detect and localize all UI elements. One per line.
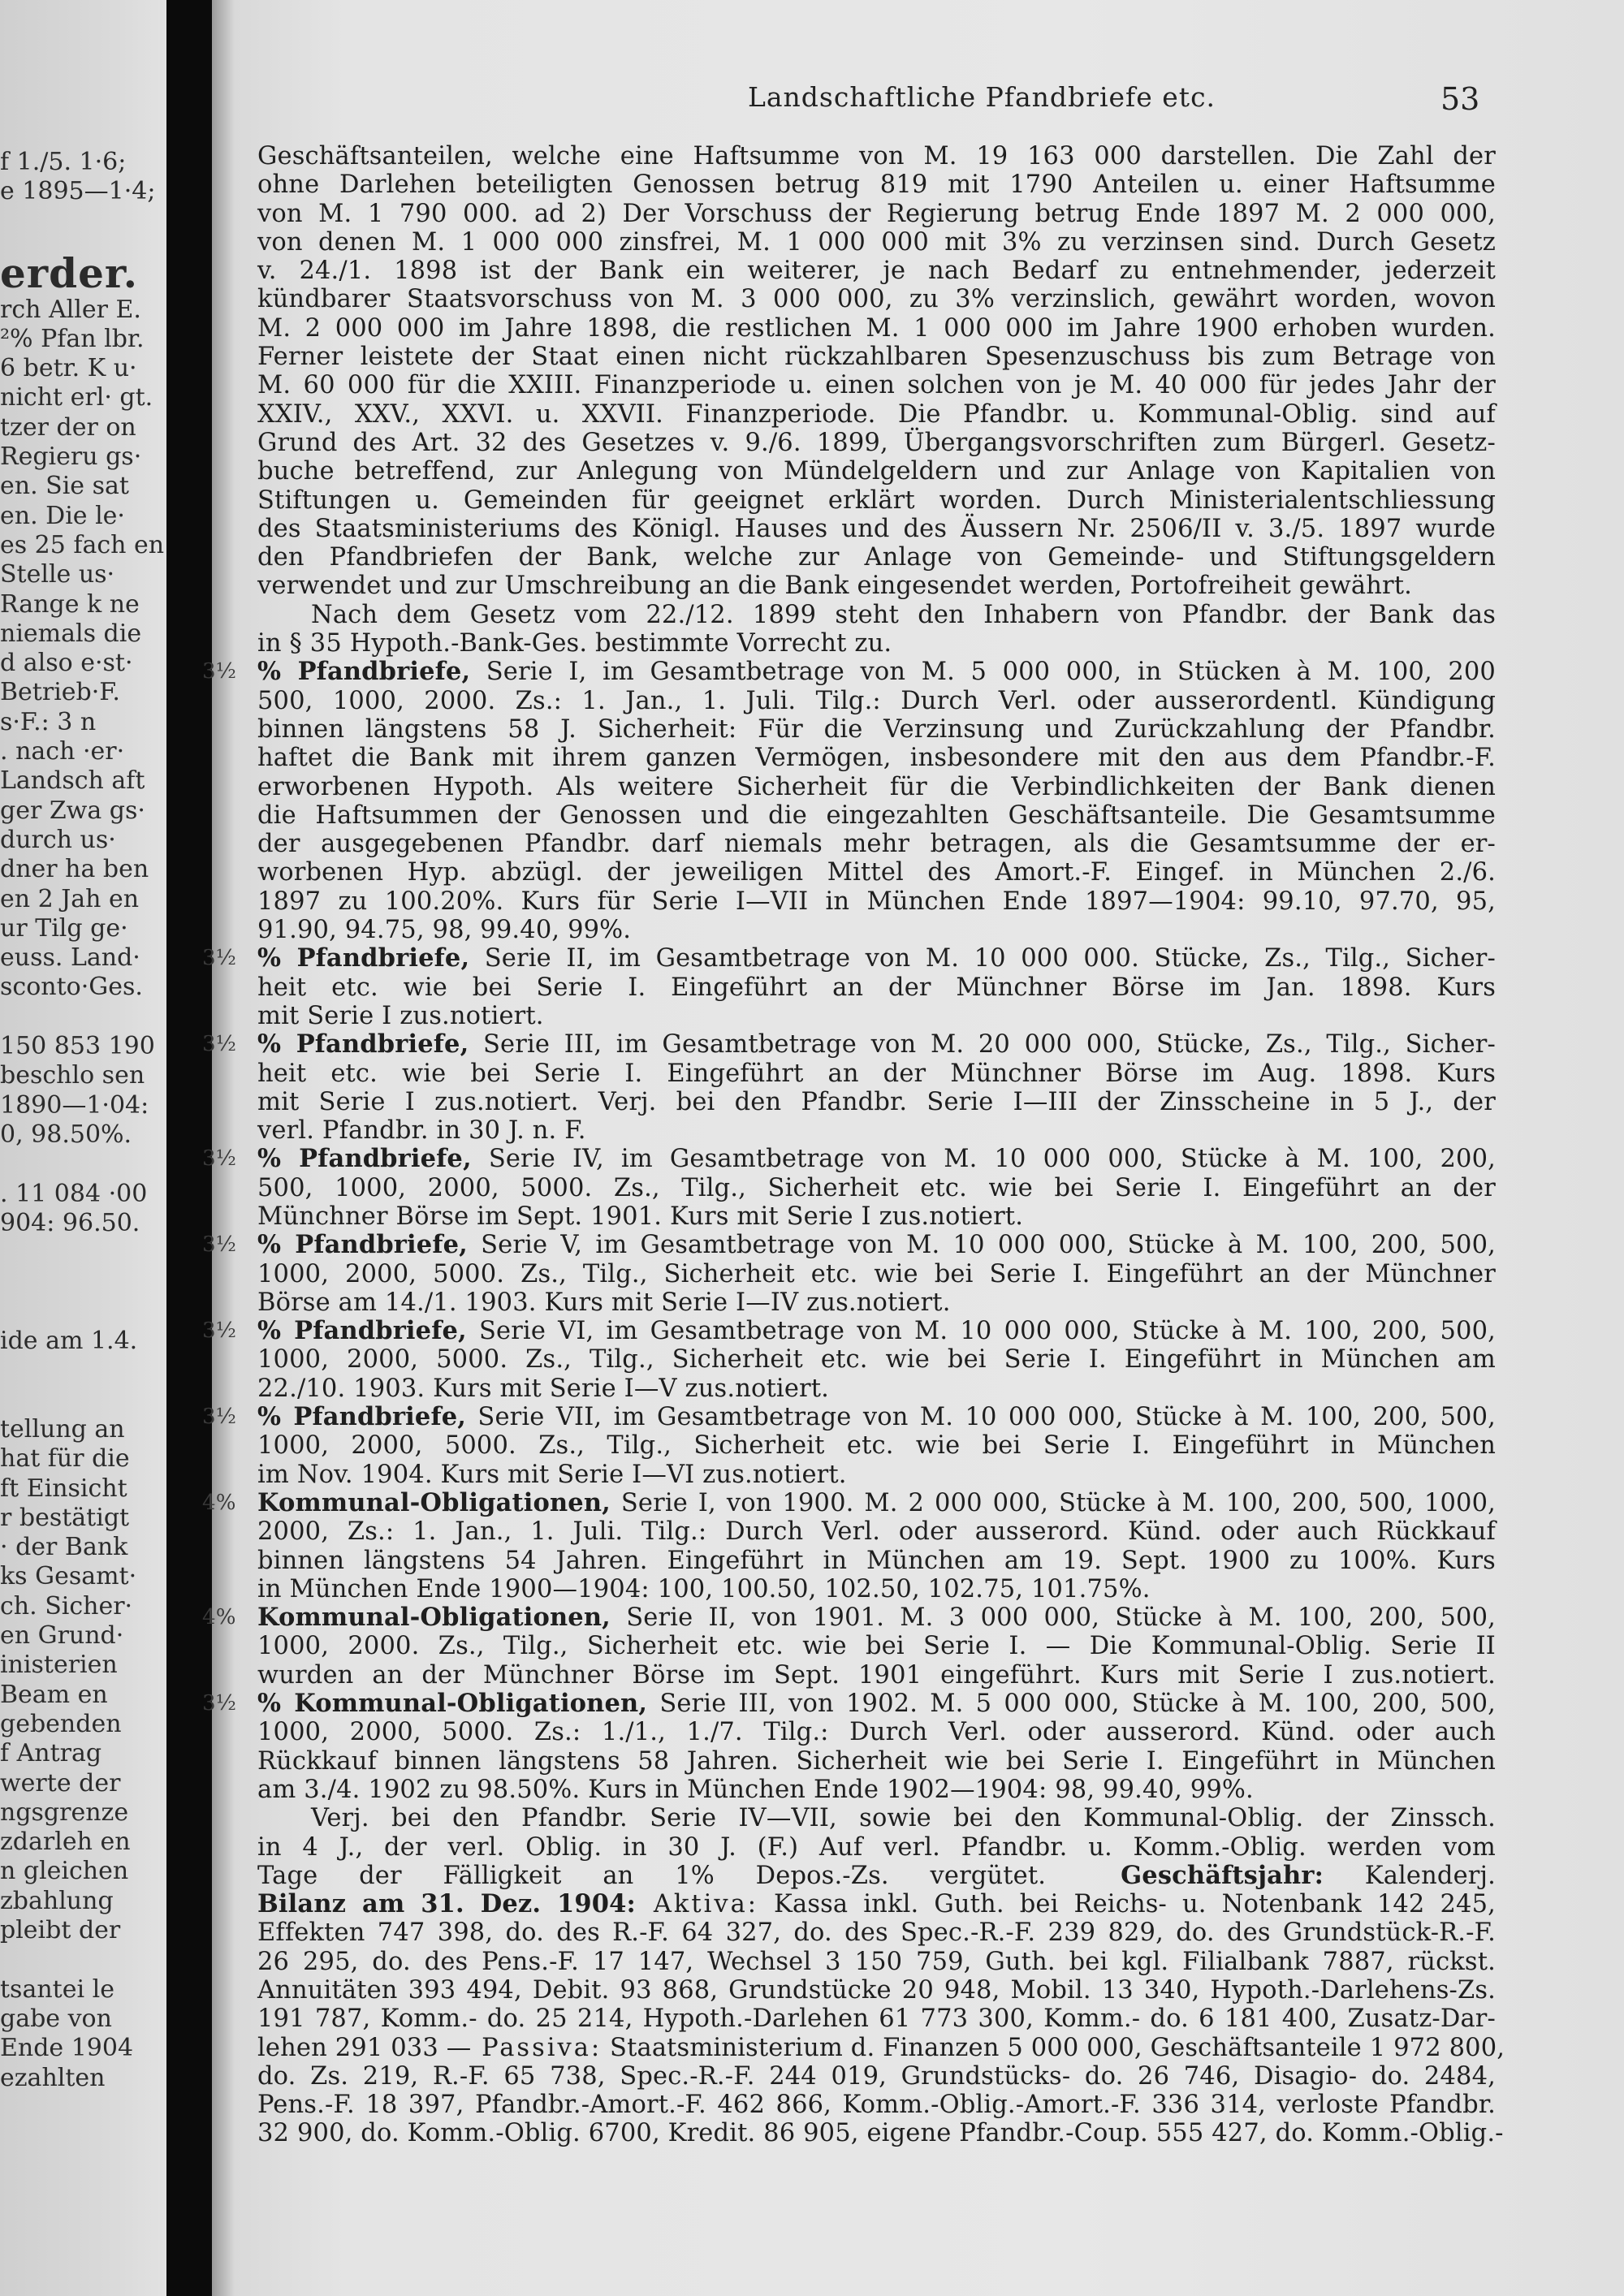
- facing-page-line: 0, 98.50%.: [0, 1120, 132, 1149]
- entry-heading: Bilanz am 31. Dez. 1904:: [257, 1889, 636, 1919]
- text-line: [257, 629, 1496, 658]
- line-text: im Nov. 1904. Kurs mit Serie I—VI zus.notiert.: [257, 1460, 847, 1489]
- line-text: von denen M. 1 000 000 zinsfrei, M. 1 000 000 mit 3% zu verzinsen sind. Durch Gesetz: [257, 227, 1496, 257]
- line-text: 500, 1000, 2000. Zs.: 1. Jan., 1. Juli. Tilg.: Durch Verl. oder ausserordentl. Kündigung: [257, 686, 1496, 715]
- line-text: XXIV., XXV., XXVI. u. XXVII. Finanzperiode. Die Pfandbr. u. Kommunal-Oblig. sind auf: [257, 399, 1496, 429]
- facing-page-line: ks Gesamt·: [0, 1562, 137, 1591]
- entry-heading: Geschäftsjahr:: [1121, 1860, 1324, 1890]
- facing-page-line: erder.: [0, 249, 139, 298]
- text-line: [257, 486, 1496, 515]
- text-line: [202, 1603, 1496, 1633]
- facing-page-line: en. Die le·: [0, 501, 125, 530]
- entry-heading: Kommunal-Obligationen,: [257, 1487, 611, 1517]
- line-text: 191 787, Komm.- do. 25 214, Hypoth.-Darlehen 61 773 300, Komm.- do. 6 181 400, Zusatz-Dar-: [257, 2005, 1496, 2034]
- text-line: [257, 1890, 1496, 1918]
- interest-rate-marker: 3½: [202, 1146, 237, 1172]
- line-text: Serie II, im Gesamtbetrage von M. 10 000 000. Stücke, Zs., Tilg., Sicher-: [469, 944, 1496, 973]
- line-text: 2000, Zs.: 1. Jan., 1. Juli. Tilg.: Durch Verl. oder ausserord. Künd. oder auch Rückkauf: [257, 1517, 1496, 1547]
- line-text: Kalenderj.: [1324, 1861, 1496, 1890]
- line-text: 1000, 2000. Zs., Tilg., Sicherheit etc. wie bei Serie I. — Die Kommunal-Oblig. Serie II: [257, 1632, 1496, 1661]
- text-line: [257, 314, 1496, 343]
- body-text: [202, 142, 1505, 2148]
- facing-page-line: en. Sie sat: [0, 472, 129, 501]
- text-line: [257, 1547, 1496, 1575]
- line-text: am 3./4. 1902 zu 98.50%. Kurs in München Ende 1902—1904: 98, 99.40, 99%.: [257, 1775, 1254, 1804]
- section-label: Passiva:: [471, 2033, 603, 2062]
- entry-heading: % Pfandbriefe,: [257, 1029, 469, 1060]
- facing-page-line: r bestätigt: [0, 1503, 130, 1532]
- text-line: [257, 1862, 1496, 1890]
- facing-page-line: n gleichen: [0, 1857, 129, 1886]
- text-line: [202, 1230, 1496, 1260]
- text-line: [257, 1575, 1496, 1603]
- line-text: 500, 1000, 2000, 5000. Zs., Tilg., Sicherheit etc. wie bei Serie I. Eingeführt an der: [257, 1173, 1496, 1202]
- facing-page-line: dner ha ben: [0, 855, 149, 884]
- facing-page-line: werte der: [0, 1768, 121, 1798]
- facing-page-line: hat für die: [0, 1444, 130, 1474]
- text-line: [257, 371, 1496, 399]
- line-text: M. 2 000 000 im Jahre 1898, die restlichen M. 1 000 000 im Jahre 1900 erhoben wurden.: [257, 313, 1496, 343]
- text-line: [257, 228, 1496, 257]
- line-text: 1000, 2000, 5000. Zs., Tilg., Sicherheit etc. wie bei Serie I. Eingeführt in München am: [257, 1345, 1496, 1375]
- entry-heading: % Pfandbriefe,: [257, 1230, 468, 1260]
- text-line: [257, 830, 1496, 858]
- facing-page-line: en 2 Jah en: [0, 884, 140, 913]
- entry-heading: % Pfandbriefe,: [257, 1402, 467, 1432]
- line-text: haftet die Bank mit ihrem ganzen Vermögen, insbesondere mit den aus dem Pfandbr.-F.: [257, 744, 1496, 773]
- facing-page-line: Betrieb·F.: [0, 678, 120, 707]
- entry-heading: % Pfandbriefe,: [257, 1316, 467, 1346]
- interest-rate-marker: 3½: [202, 659, 237, 684]
- facing-page-line: zdarleh en: [0, 1828, 131, 1857]
- text-line: [257, 1948, 1496, 1976]
- line-text: Nach dem Gesetz vom 22./12. 1899 steht den Inhabern von Pfandbr. der Bank das: [311, 600, 1496, 629]
- text-line: [202, 1029, 1496, 1060]
- line-text: verwendet und zur Umschreibung an die Bank eingesendet werden, Portofreiheit gewährt.: [257, 572, 1413, 601]
- facing-page-line: euss. Land·: [0, 943, 140, 973]
- facing-page-line: ezahlten: [0, 2063, 106, 2092]
- section-label: Aktiva:: [635, 1890, 759, 1919]
- facing-page-line: tsantei le: [0, 1974, 114, 2004]
- entry-heading: % Pfandbriefe,: [257, 1144, 472, 1174]
- facing-page-line: Ende 1904: [0, 2034, 134, 2063]
- text-line: [257, 1174, 1496, 1202]
- facing-page-line: f 1./5. 1·6;: [0, 148, 127, 176]
- line-text: 91.90, 94.75, 98, 99.40, 99%.: [257, 916, 632, 945]
- entry-heading: % Pfandbriefe,: [257, 657, 471, 687]
- text-line: [202, 1487, 1496, 1517]
- interest-rate-marker: 4%: [202, 1490, 236, 1515]
- line-text: heit etc. wie bei Serie I. Eingeführt an der Münchner Börse im Aug. 1898. Kurs: [257, 1059, 1496, 1088]
- text-line: [257, 1288, 1496, 1317]
- text-line: [257, 1804, 1496, 1832]
- text-line: [202, 943, 1496, 973]
- running-title: Landschaftliche Pfandbriefe etc.: [747, 81, 1216, 113]
- facing-page-line: tellung an: [0, 1414, 125, 1444]
- text-line: [257, 572, 1496, 600]
- line-text: 1000, 2000, 5000. Zs., Tilg., Sicherheit etc. wie bei Serie I. Eingeführt an der Münchner: [257, 1259, 1496, 1288]
- line-text: 22./10. 1903. Kurs mit Serie I—V zus.notiert.: [257, 1374, 830, 1403]
- line-text: Stiftungen u. Gemeinden für geeignet erklärt worden. Durch Ministerialentschliessung: [257, 486, 1496, 515]
- facing-page-line: 150 853 190: [0, 1032, 155, 1060]
- facing-page-line: durch us·: [0, 825, 116, 854]
- line-text: Annuitäten 393 494, Debit. 93 868, Grundstücke 20 948, Mobil. 13 340, Hypoth.-Darlehens-Zs.: [257, 1976, 1496, 2005]
- line-text: erworbenen Hypoth. Als weitere Sicherheit für die Verbindlichkeiten der Bank dienen: [257, 772, 1496, 801]
- text-line: [257, 2062, 1496, 2091]
- line-text: mit Serie I zus.notiert.: [257, 1001, 544, 1030]
- text-line: [257, 1116, 1496, 1145]
- text-line: [257, 1632, 1496, 1660]
- text-line: [257, 1661, 1496, 1690]
- line-text: Effekten 747 398, do. des R.-F. 64 327, do. des Spec.-R.-F. 239 829, do. des Grundstück-R.-F.: [257, 1918, 1496, 1948]
- line-text: 1000, 2000, 5000. Zs.: 1./1., 1./7. Tilg.: Durch Verl. oder ausserord. Künd. oder auch: [257, 1718, 1496, 1747]
- interest-rate-marker: 3½: [202, 1691, 237, 1716]
- facing-page-line: es 25 fach en: [0, 530, 165, 559]
- text-line: [257, 973, 1496, 1002]
- entry-heading: Kommunal-Obligationen,: [257, 1603, 611, 1633]
- facing-page-line: ur Tilg ge·: [0, 913, 128, 943]
- text-line: [257, 687, 1496, 715]
- line-text: Serie I, von 1900. M. 2 000 000, Stücke à M. 100, 200, 500, 1000,: [610, 1488, 1496, 1517]
- line-text: in § 35 Hypoth.-Bank-Ges. bestimmte Vorrecht zu.: [257, 629, 892, 658]
- facing-page-line: inisterien: [0, 1651, 118, 1680]
- facing-page-line: niemals die: [0, 619, 142, 648]
- line-text: Serie V, im Gesamtbetrage von M. 10 000 000, Stücke à M. 100, 200, 500,: [467, 1231, 1496, 1260]
- line-text: des Staatsministeriums des Königl. Hauses und des Äussern Nr. 2506/II v. 3./5. 1897 wurde: [257, 514, 1496, 543]
- interest-rate-marker: 3½: [202, 1032, 237, 1057]
- text-line: [257, 773, 1496, 801]
- line-text: Serie III, im Gesamtbetrage von M. 20 000 000, Stücke, Zs., Tilg., Sicher-: [469, 1030, 1496, 1060]
- text-line: [257, 200, 1496, 228]
- line-text: 1897 zu 100.20%. Kurs für Serie I—VII in München Ende 1897—1904: 99.10, 97.70, 95,: [257, 887, 1496, 916]
- facing-page-line: · der Bank: [0, 1533, 128, 1562]
- facing-page-line: . nach ·er·: [0, 737, 125, 766]
- entry-heading: % Pfandbriefe,: [257, 943, 470, 973]
- text-line: [257, 2119, 1504, 2148]
- text-line: [257, 1345, 1496, 1374]
- text-line: [257, 170, 1496, 199]
- text-line: [257, 515, 1496, 543]
- facing-page-line: beschlo sen: [0, 1061, 145, 1090]
- facing-page-line: ger Zwa gs·: [0, 796, 145, 825]
- text-line: [257, 1747, 1496, 1776]
- facing-page-line: ngsgrenze: [0, 1798, 129, 1827]
- text-line: [257, 1202, 1496, 1231]
- text-line: [202, 1316, 1496, 1346]
- text-line: [257, 1776, 1496, 1804]
- facing-page-line: Regieru gs·: [0, 442, 142, 471]
- line-text: Börse am 14./1. 1903. Kurs mit Serie I—IV zus.notiert.: [257, 1288, 951, 1317]
- line-text: den Pfandbriefen der Bank, welche zur Anlage von Gemeinde- und Stiftungsgeldern: [257, 543, 1496, 572]
- text-line: [257, 1260, 1496, 1288]
- facing-page-line: 6 betr. K u·: [0, 354, 137, 383]
- text-line: [257, 1517, 1496, 1546]
- text-line: [257, 1088, 1496, 1116]
- line-text: ohne Darlehen beteiligten Genossen betrug 819 mit 1790 Anteilen u. einer Haftsumme: [257, 170, 1496, 200]
- line-text: v. 24./1. 1898 ist der Bank ein weiterer, je nach Bedarf zu entnehmender, jederzeit: [257, 257, 1496, 286]
- line-text: der ausgegebenen Pfandbr. darf niemals mehr betragen, als die Gesamtsumme der er-: [257, 830, 1496, 859]
- line-text: lehen 291 033 —: [257, 2033, 472, 2062]
- facing-page-line: Beam en: [0, 1680, 108, 1709]
- line-text: die Haftsummen der Genossen und die eingezahlten Geschäftsanteile. Die Gesamtsumme: [257, 801, 1496, 830]
- text-line: [202, 1144, 1496, 1174]
- text-line: [257, 1060, 1496, 1088]
- text-line: [202, 1689, 1496, 1719]
- text-line: [257, 257, 1496, 285]
- line-text: 26 295, do. des Pens.-F. 17 147, Wechsel 3 150 759, Guth. bei kgl. Filialbank 7887, rückst.: [257, 1947, 1496, 1976]
- text-line: [257, 429, 1496, 457]
- line-text: Grund des Art. 32 des Gesetzes v. 9./6. 1899, Übergangsvorschriften zum Bürgerl. Gesetz-: [257, 428, 1496, 457]
- line-text: Serie VI, im Gesamtbetrage von M. 10 000 000, Stücke à M. 100, 200, 500,: [466, 1317, 1496, 1346]
- line-text: mit Serie I zus.notiert. Verj. bei den Pfandbr. Serie I—III der Zinsscheine in 5 J., der: [257, 1087, 1496, 1116]
- facing-page-line: Stelle us·: [0, 560, 115, 589]
- facing-page-line: . 11 084 ·00: [0, 1179, 148, 1208]
- line-text: wurden an der Münchner Börse im Sept. 1901 eingeführt. Kurs mit Serie I zus.notiert.: [257, 1660, 1496, 1690]
- facing-page-line: tzer der on: [0, 412, 136, 442]
- facing-page-line: Range k ne: [0, 589, 140, 619]
- facing-page-line: d also e·st·: [0, 649, 133, 678]
- facing-page-line: gebenden: [0, 1709, 122, 1738]
- line-text: von M. 1 790 000. ad 2) Der Vorschuss der Regierung betrug Ende 1897 M. 2 000 000,: [257, 199, 1496, 228]
- facing-page-line: ide am 1.4.: [0, 1327, 138, 1355]
- line-text: verl. Pfandbr. in 30 J. n. F.: [257, 1116, 586, 1146]
- line-text: 1000, 2000, 5000. Zs., Tilg., Sicherheit etc. wie bei Serie I. Eingeführt in München: [257, 1431, 1496, 1461]
- line-text: Verj. bei den Pfandbr. Serie IV—VII, sowie bei den Kommunal-Oblig. der Zinssch.: [311, 1804, 1496, 1833]
- interest-rate-marker: 4%: [202, 1605, 236, 1630]
- text-line: [257, 858, 1496, 887]
- text-line: [202, 657, 1496, 687]
- facing-page-line: nicht erl· gt.: [0, 383, 153, 412]
- facing-page-line: en Grund·: [0, 1621, 124, 1650]
- interest-rate-marker: 3½: [202, 1318, 237, 1344]
- line-text: worbenen Hyp. abzügl. der jeweiligen Mittel des Amort.-F. Eingef. in München 2./6.: [257, 858, 1496, 887]
- facing-page-line: f Antrag: [0, 1739, 102, 1768]
- line-text: Kassa inkl. Guth. bei Reichs- u. Notenbank 142 245,: [758, 1890, 1497, 1919]
- text-line: [257, 400, 1496, 429]
- line-text: in 4 J., der verl. Oblig. in 30 J. (F.) Auf verl. Pfandbr. u. Komm.-Oblig. werden vom: [257, 1832, 1496, 1862]
- line-text: in München Ende 1900—1904: 100, 100.50, 102.50, 102.75, 101.75%.: [257, 1574, 1151, 1603]
- facing-page-line: e 1895—1·4;: [0, 177, 156, 206]
- text-line: [257, 715, 1496, 744]
- interest-rate-marker: 3½: [202, 1405, 237, 1430]
- entry-heading: % Kommunal-Obligationen,: [257, 1689, 648, 1719]
- line-text: Serie VII, im Gesamtbetrage von M. 10 000 000, Stücke à M. 100, 200, 500,: [466, 1403, 1496, 1432]
- line-text: kündbarer Staatsvorschuss von M. 3 000 000, zu 3% verzinslich, gewährt worden, wovon: [257, 285, 1496, 314]
- facing-page-line: ft Einsicht: [0, 1474, 127, 1503]
- facing-page-line: zbahlung: [0, 1886, 114, 1915]
- text-line: [257, 2005, 1496, 2033]
- page-number: 53: [1440, 81, 1480, 117]
- facing-page-line: Landsch aft: [0, 766, 145, 796]
- line-text: Staatsministerium d. Finanzen 5 000 000, Geschäftsanteile 1 972 800,: [602, 2033, 1505, 2062]
- line-text: Rückkauf binnen längstens 58 Jahren. Sicherheit wie bei Serie I. Eingeführt in München: [257, 1746, 1496, 1776]
- text-line: [257, 1976, 1496, 2005]
- text-line: [257, 601, 1496, 629]
- text-line: [257, 2091, 1496, 2119]
- text-line: [257, 457, 1496, 486]
- line-text: M. 60 000 für die XXIII. Finanzperiode u. einen solchen von je M. 40 000 für jedes Jahr der: [257, 371, 1496, 400]
- facing-page-line: 1890—1·04:: [0, 1090, 149, 1120]
- document-page: [202, 0, 1624, 2296]
- text-line: [257, 801, 1496, 830]
- facing-page-line: ²% Pfan lbr.: [0, 324, 145, 353]
- line-text: Ferner leistete der Staat einen nicht rückzahlbaren Spesenzuschuss bis zum Betrage von: [257, 343, 1496, 372]
- facing-page-line: 904: 96.50.: [0, 1208, 140, 1237]
- line-text: buche betreffend, zur Anlegung von Mündelgeldern und zur Anlage von Kapitalien von: [257, 457, 1496, 486]
- text-line: [257, 1431, 1496, 1460]
- text-line: [257, 887, 1496, 916]
- text-line: [257, 142, 1496, 170]
- text-line: [257, 343, 1496, 371]
- text-line: [257, 1375, 1496, 1403]
- text-line: [257, 543, 1496, 572]
- facing-page-line: rch Aller E.: [0, 295, 141, 324]
- line-text: do. Zs. 219, R.-F. 65 738, Spec.-R.-F. 244 019, Grundstücks- do. 26 746, Disagio- do. 2484,: [257, 2061, 1496, 2091]
- line-text: heit etc. wie bei Serie I. Eingeführt an der Münchner Börse im Jan. 1898. Kurs: [257, 973, 1496, 1002]
- facing-page-line: sconto·Ges.: [0, 973, 143, 1002]
- text-line: [257, 2033, 1505, 2062]
- line-text: 32 900, do. Komm.-Oblig. 6700, Kredit. 86 905, eigene Pfandbr.-Coup. 555 427, do. Komm.-Oblig.-: [257, 2119, 1504, 2148]
- interest-rate-marker: 3½: [202, 1232, 237, 1258]
- line-text: binnen längstens 54 Jahren. Eingeführt in München am 19. Sept. 1900 zu 100%. Kurs: [257, 1546, 1496, 1575]
- line-text: Geschäftsanteilen, welche eine Haftsumme von M. 19 163 000 darstellen. Die Zahl der: [257, 142, 1496, 170]
- line-text: Serie III, von 1902. M. 5 000 000, Stücke à M. 100, 200, 500,: [647, 1690, 1496, 1719]
- text-line: [202, 1402, 1496, 1432]
- text-line: [257, 285, 1496, 313]
- facing-page-fragment: [0, 0, 166, 2296]
- line-text: Pens.-F. 18 397, Pfandbr.-Amort.-F. 462 866, Komm.-Oblig.-Amort.-F. 336 314, verloste Pfandbr.: [257, 2091, 1496, 2120]
- interest-rate-marker: 3½: [202, 946, 237, 971]
- line-text: binnen längstens 58 J. Sicherheit: Für die Verzinsung und Zurückzahlung der Pfandbr.: [257, 714, 1496, 744]
- facing-page-line: pleibt der: [0, 1916, 121, 1944]
- facing-page-line: gabe von: [0, 2004, 112, 2033]
- facing-page-line: ch. Sicher·: [0, 1591, 133, 1621]
- text-line: [257, 1002, 1496, 1030]
- text-line: [257, 744, 1496, 772]
- text-line: [257, 916, 1496, 944]
- line-text: Serie II, von 1901. M. 3 000 000, Stücke à M. 100, 200, 500,: [610, 1603, 1496, 1633]
- line-text: Serie IV, im Gesamtbetrage von M. 10 000 000, Stücke à M. 100, 200,: [471, 1145, 1496, 1174]
- text-line: [257, 1918, 1496, 1947]
- text-line: [257, 1833, 1496, 1862]
- line-text: Serie I, im Gesamtbetrage von M. 5 000 000, in Stücken à M. 100, 200: [470, 658, 1496, 687]
- facing-page-line: s·F.: 3 n: [0, 707, 97, 736]
- text-line: [257, 1461, 1496, 1489]
- line-text: Tage der Fälligkeit an 1% Depos.-Zs. vergütet.: [257, 1861, 1047, 1890]
- line-text: Münchner Börse im Sept. 1901. Kurs mit Serie I zus.notiert.: [257, 1202, 1024, 1231]
- text-line: [257, 1718, 1496, 1746]
